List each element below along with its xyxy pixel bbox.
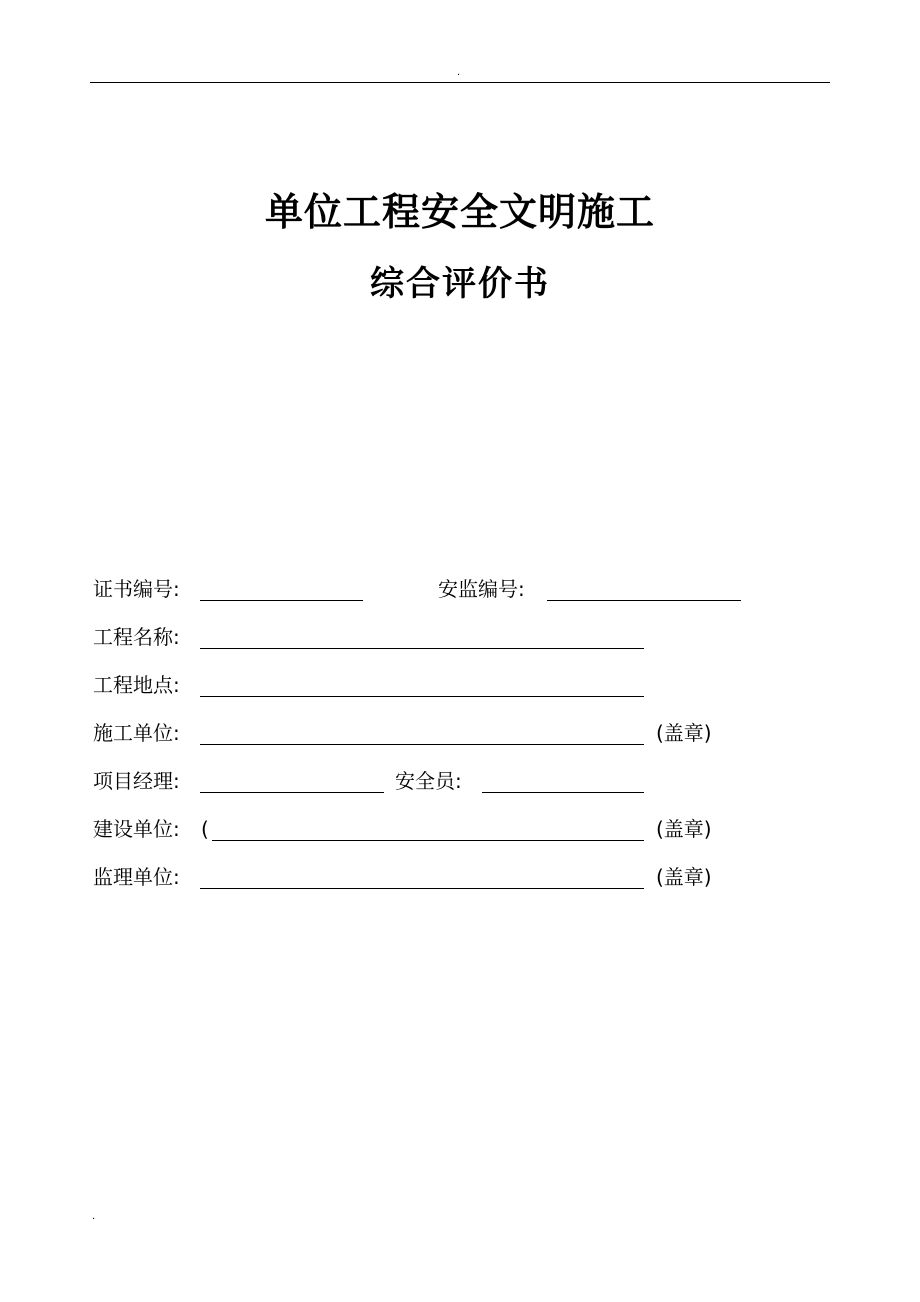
supervision-unit-seal-note: (盖章) bbox=[656, 865, 712, 889]
construction-unit-seal-note: (盖章) bbox=[656, 721, 712, 745]
safety-supervision-no-field[interactable] bbox=[547, 600, 741, 601]
document-title: 单位工程安全文明施工 bbox=[264, 190, 655, 234]
header-mark: . bbox=[457, 67, 461, 78]
project-manager-label: 项目经理: bbox=[93, 769, 180, 793]
header-rule bbox=[90, 82, 830, 83]
safety-supervision-no-label: 安监编号: bbox=[438, 577, 525, 601]
developer-unit-open-paren: ( bbox=[201, 817, 209, 841]
supervision-unit-label: 监理单位: bbox=[93, 865, 180, 889]
project-location-field[interactable] bbox=[200, 696, 644, 697]
project-location-label: 工程地点: bbox=[93, 673, 180, 697]
safety-officer-field[interactable] bbox=[482, 792, 644, 793]
project-name-label: 工程名称: bbox=[93, 625, 180, 649]
project-name-field[interactable] bbox=[200, 648, 644, 649]
project-manager-field[interactable] bbox=[200, 792, 384, 793]
developer-unit-label: 建设单位: bbox=[93, 817, 180, 841]
construction-unit-label: 施工单位: bbox=[93, 721, 180, 745]
document-subtitle: 综合评价书 bbox=[370, 264, 550, 304]
footer-mark: . bbox=[92, 1211, 96, 1222]
developer-unit-field[interactable] bbox=[212, 840, 644, 841]
cert-no-field[interactable] bbox=[200, 600, 363, 601]
construction-unit-field[interactable] bbox=[200, 744, 644, 745]
safety-officer-label: 安全员: bbox=[395, 769, 462, 793]
supervision-unit-field[interactable] bbox=[200, 888, 644, 889]
developer-unit-seal-note: (盖章) bbox=[656, 817, 712, 841]
cert-no-label: 证书编号: bbox=[93, 577, 180, 601]
